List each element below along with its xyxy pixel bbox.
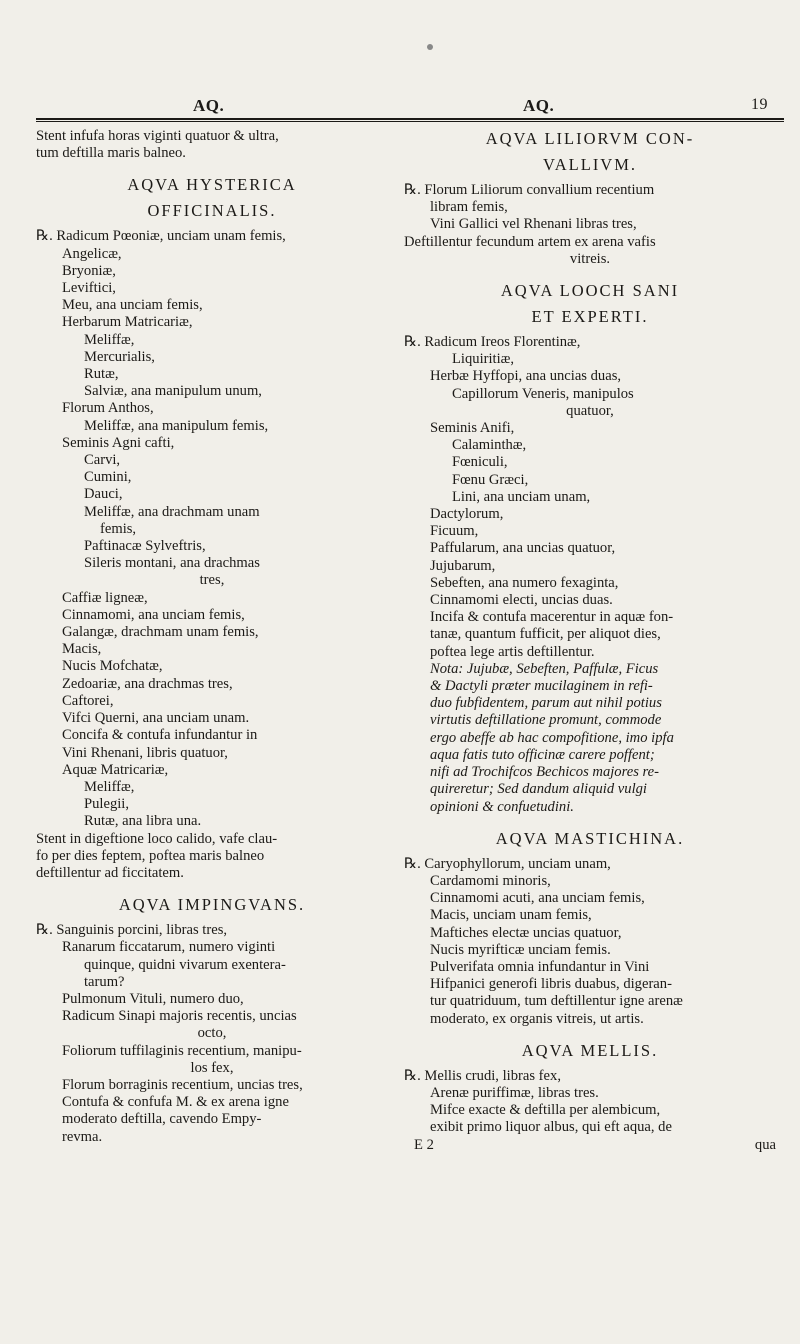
text-line: virtutis deftillatione promunt, commode: [430, 712, 662, 729]
text-line: Dauci,: [84, 486, 123, 503]
text-line: Vini Rhenani, libris quatuor,: [62, 744, 228, 761]
text-line: ℞. Sanguinis porcini, libras tres,: [36, 922, 228, 939]
section-heading: AQVA MELLIS.: [521, 1040, 659, 1060]
text-line: tur quatriduum, tum deftillentur igne arenæ: [430, 993, 683, 1010]
text-line: femis,: [100, 520, 137, 537]
section-heading: ET EXPERTI.: [531, 307, 649, 327]
text-line: ℞. Radicum Ireos Florentinæ,: [404, 334, 581, 351]
text-line: Calaminthæ,: [452, 437, 527, 454]
text-line: duo fubfidentem, parum aut nihil potius: [430, 695, 662, 712]
text-line: Angelicæ,: [62, 245, 122, 262]
catchword: qua: [754, 1136, 776, 1153]
section-heading: AQVA LOOCH SANI: [500, 281, 680, 301]
text-line: revma.: [62, 1128, 103, 1145]
text-line: ℞. Florum Liliorum convallium recentium: [404, 182, 655, 198]
text-line: vitreis.: [569, 250, 611, 267]
text-line: quireretur; Sed dandum aliquid vulgi: [430, 781, 647, 798]
text-line: poftea lege artis deftillentur.: [430, 643, 595, 660]
text-line: Pulverifata omnia infundantur in Vini: [430, 958, 650, 975]
text-line: Sebeften, ana numero fexaginta,: [430, 574, 619, 591]
text-line: tarum?: [84, 973, 125, 990]
text-line: Meliffæ,: [84, 331, 135, 348]
text-line: Meliffæ, ana drachmam unam: [84, 503, 260, 520]
text-line: Mifce exacte & deftilla per alembicum,: [430, 1102, 661, 1119]
text-line: octo,: [197, 1025, 227, 1042]
text-line: Herbæ Hyffopi, ana uncias duas,: [430, 368, 622, 385]
text-line: Radicum Sinapi majoris recentis, uncias: [62, 1008, 297, 1025]
text-line: Nucis Mofchatæ,: [62, 658, 163, 675]
text-line: & Dactyli præter mucilaginem in refi-: [430, 678, 653, 695]
right-running-head: AQ.: [523, 96, 555, 115]
text-line: Ranarum ficcatarum, numero viginti: [62, 939, 276, 956]
text-line: Fœnu Græci,: [452, 471, 529, 488]
text-line: Pulmonum Vituli, numero duo,: [62, 990, 244, 1007]
text-line: Macis, unciam unam femis,: [430, 907, 592, 924]
text-line: aqua fatis tuto officinæ carere poffent;: [430, 746, 655, 763]
header-rule-thin: [36, 121, 784, 122]
text-line: moderato, ex organis vitreis, ut artis.: [430, 1010, 644, 1027]
text-line: fo per dies feptem, poftea maris balneo: [36, 847, 265, 864]
text-line: Cinnamomi electi, uncias duas.: [430, 592, 613, 609]
text-line: Galangæ, drachmam unam femis,: [62, 624, 259, 641]
text-line: Seminis Anifi,: [430, 420, 515, 437]
text-line: Liquiritiæ,: [452, 351, 515, 368]
text-line: Cinnamomi acuti, ana unciam femis,: [430, 890, 645, 907]
text-line: Aquæ Matricariæ,: [62, 761, 169, 778]
text-line: Sileris montani, ana drachmas: [84, 555, 260, 572]
text-line: Carvi,: [84, 452, 121, 469]
text-line: Meliffæ,: [84, 778, 135, 795]
text-line: ℞. Radicum Pœoniæ, unciam unam femis,: [36, 228, 286, 245]
text-line: deftillentur ad ficcitatem.: [36, 864, 184, 881]
text-line: Hifpanici generofi libris duabus, digeran-: [430, 976, 672, 993]
text-line: Bryoniæ,: [62, 262, 116, 279]
header-rule: [36, 118, 784, 120]
text-line: Herbarum Matricariæ,: [62, 314, 193, 331]
text-line: ℞. Mellis crudi, libras fex,: [404, 1067, 561, 1084]
section-heading: OFFICINALIS.: [147, 201, 277, 221]
text-line: Lini, ana unciam unam,: [452, 488, 591, 505]
text-line: Capillorum Veneris, manipulos: [452, 385, 634, 402]
section-heading: AQVA LILIORVM CON-: [485, 129, 695, 148]
text-line: opinioni & confuetudini.: [430, 798, 574, 815]
text-line: Incifa & contufa macerentur in aquæ fon-: [430, 609, 674, 626]
text-line: los fex,: [190, 1059, 234, 1076]
text-line: nifi ad Trochifcos Bechicos majores re-: [430, 764, 660, 781]
text-line: Caftorei,: [62, 692, 114, 709]
left-running-head: AQ.: [193, 96, 225, 115]
section-heading: AQVA HYSTERICA: [127, 175, 297, 195]
running-head: [0, 96, 800, 118]
text-line: Stent in digeftione loco calido, vafe clau-: [36, 830, 278, 847]
left-column: [36, 128, 388, 1146]
text-line: Cumini,: [84, 469, 132, 486]
text-line: Cinnamomi, ana unciam femis,: [62, 606, 245, 623]
text-line: Zedoariæ, ana drachmas tres,: [62, 675, 233, 692]
right-column: [404, 128, 776, 1154]
text-line: Leviftici,: [62, 280, 116, 297]
text-line: moderato deftilla, cavendo Empy-: [62, 1111, 262, 1128]
signature-mark: E 2: [414, 1136, 434, 1153]
section-heading: AQVA MASTICHINA.: [495, 828, 685, 848]
text-line: Pulegii,: [84, 796, 129, 813]
text-line: Maftiches electæ uncias quatuor,: [430, 924, 622, 941]
text-line: Seminis Agni cafti,: [62, 434, 175, 451]
text-line: Jujubarum,: [430, 557, 496, 574]
text-line: Paffularum, ana uncias quatuor,: [430, 540, 616, 557]
text-line: Vifci Querni, ana unciam unam.: [62, 710, 250, 727]
text-line: Arenæ puriffimæ, libras tres.: [430, 1084, 599, 1101]
text-line: tres,: [199, 572, 225, 589]
text-line: Fœniculi,: [452, 454, 508, 471]
text-line: Stent infufa horas viginti quatuor & ultra,: [36, 128, 279, 144]
text-line: Vini Gallici vel Rhenani libras tres,: [430, 216, 637, 233]
text-line: Caffiæ ligneæ,: [62, 589, 148, 606]
section-heading: AQVA IMPINGVANS.: [118, 895, 306, 915]
text-line: Meu, ana unciam femis,: [62, 297, 203, 314]
text-line: quatuor,: [566, 402, 614, 419]
text-line: Dactylorum,: [430, 506, 504, 523]
text-line: Foliorum tuffilaginis recentium, manipu-: [62, 1042, 302, 1059]
page-number: 19: [751, 96, 768, 113]
text-line: ℞. Caryophyllorum, unciam unam,: [404, 855, 611, 872]
ink-speck: [427, 44, 433, 50]
text-line: Contufa & confufa M. & ex arena igne: [62, 1094, 289, 1111]
text-line: tanæ, quantum fufficit, per aliquot dies,: [430, 626, 661, 643]
text-line: Concifa & contufa infundantur in: [62, 727, 258, 744]
text-line: exibit primo liquor albus, qui eft aqua, de: [430, 1119, 672, 1136]
text-line: libram femis,: [430, 199, 508, 216]
text-line: Macis,: [62, 641, 102, 658]
text-line: Meliffæ, ana manipulum femis,: [84, 417, 269, 434]
text-line: Nucis myrifticæ unciam femis.: [430, 941, 611, 958]
text-line: Ficuum,: [430, 523, 479, 540]
text-line: ergo abeffe ab hac compofitione, imo ipfa: [430, 729, 674, 746]
text-line: Florum borraginis recentium, uncias tres,: [62, 1076, 303, 1093]
text-line: Cardamomi minoris,: [430, 872, 551, 889]
text-line: Paftinacæ Sylveftris,: [84, 538, 206, 555]
text-line: Mercurialis,: [84, 348, 155, 365]
text-line: Rutæ, ana libra una.: [84, 813, 202, 830]
text-line: tum deftilla maris balneo.: [36, 145, 186, 162]
text-line: Rutæ,: [84, 366, 119, 383]
text-line: Florum Anthos,: [62, 400, 154, 417]
text-line: Nota: Jujubæ, Sebeften, Paffulæ, Ficus: [430, 660, 659, 677]
text-line: Deftillentur fecundum artem ex arena vafis: [404, 233, 656, 250]
section-heading: VALLIVM.: [542, 155, 638, 174]
text-line: Salviæ, ana manipulum unum,: [84, 383, 262, 400]
text-line: quinque, quidni vivarum exentera-: [84, 956, 286, 973]
footer-line: [404, 1137, 776, 1154]
